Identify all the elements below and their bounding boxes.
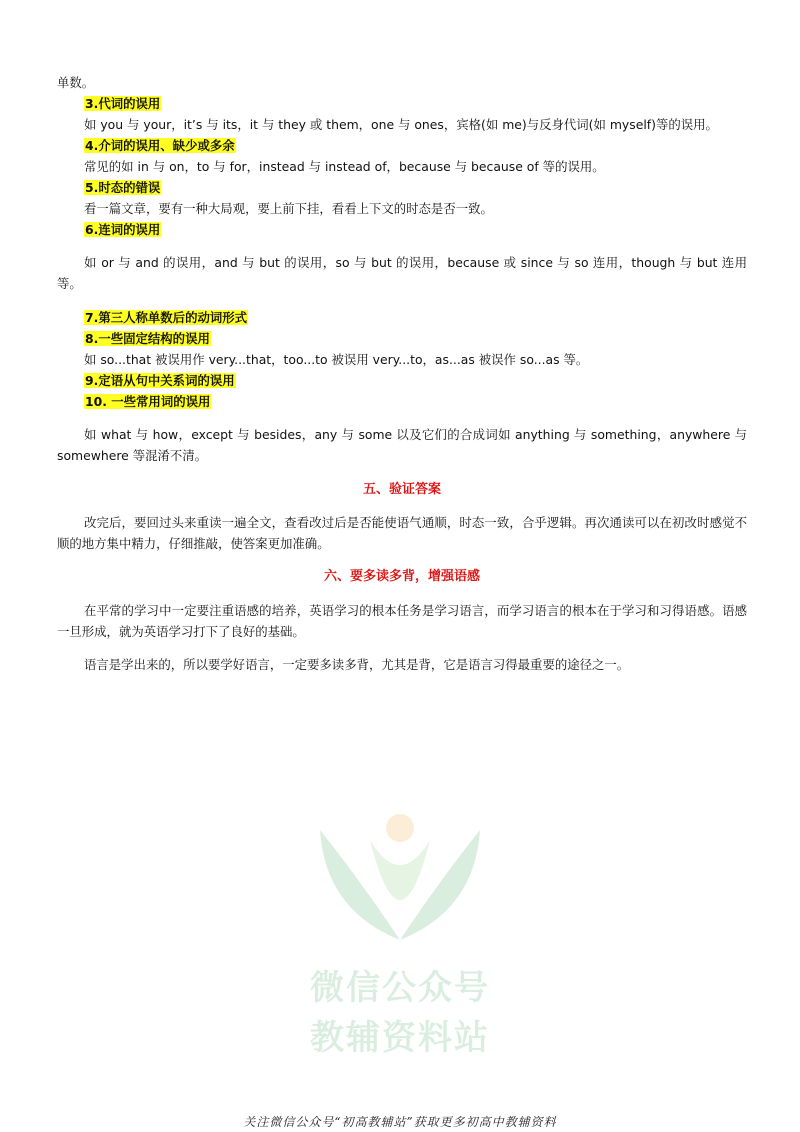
paragraph: 如 you 与 your，it’s 与 its，it 与 they 或 them，one 与 ones，宾格(如 me)与反身代词(如 myself)等的误用。	[84, 117, 718, 132]
subheading	[57, 307, 747, 328]
paragraph: 如 what 与 how，except 与 besides，any 与 some 以及它们的合成词如 anything 与 something，anywhere 与 somewhere 等混淆不清。	[57, 427, 747, 464]
section-title: 六、要多读多背，增强语感	[323, 569, 480, 585]
watermark-text: 微信公众号	[310, 968, 490, 1008]
page-footer: 关注微信公众号“初高教辅站”获取更多初高中教辅资料	[243, 1115, 557, 1129]
subheading	[57, 219, 747, 240]
highlighted-heading: 10. 一些常用词的误用	[85, 393, 211, 409]
subheading	[57, 177, 747, 198]
watermark-logo	[300, 810, 500, 1060]
paragraph: 改完后，要回过头来重读一遍全文，查看改过后是否能使语气通顺，时态一致，合乎逻辑。再次通读可以在初改时感觉不顺的地方集中精力，仔细推敲，使答案更加准确。	[57, 514, 747, 551]
highlighted-heading: 9.定语从句中关系词的误用	[85, 372, 235, 388]
paragraph: 在平常的学习中一定要注重语感的培养，英语学习的根本任务是学习语言，而学习语言的根本在于学习和习得语感。语感一旦形成，就为英语学习打下了良好的基础。	[57, 602, 747, 639]
subheading	[57, 328, 747, 349]
section-title: 五、验证答案	[362, 481, 441, 497]
highlighted-heading: 5.时态的错误	[85, 180, 161, 195]
paragraph: 如 so...that 被误用作 very...that，too...to 被误用 very...to，as...as 被误作 so...as 等。	[84, 351, 589, 367]
sprout-logo-icon	[300, 810, 500, 960]
highlighted-heading: 4.介词的误用、缺少或多余	[85, 138, 235, 153]
subheading	[57, 391, 747, 412]
highlighted-heading: 3.代词的误用	[85, 96, 161, 111]
paragraph: 常见的如 in 与 on，to 与 for，instead 与 instead of，because 与 because of 等的误用。	[84, 159, 605, 174]
watermark-text: 教辅资料站	[310, 1018, 490, 1058]
highlighted-heading: 6.连词的误用	[85, 222, 161, 237]
paragraph: 看一篇文章，要有一种大局观，要上前下挂，看看上下文的时态是否一致。	[84, 201, 493, 216]
subheading	[57, 370, 747, 391]
document-body	[57, 72, 747, 688]
highlighted-heading: 8.一些固定结构的误用	[85, 330, 210, 346]
subheading	[57, 93, 747, 114]
highlighted-heading: 7.第三人称单数后的动词形式	[85, 309, 248, 325]
text-line: 单数。	[57, 75, 95, 90]
subheading	[57, 135, 747, 156]
paragraph: 语言是学出来的，所以要学好语言，一定要多读多背，尤其是背，它是语言习得最重要的途径之一。	[84, 657, 630, 673]
paragraph: 如 or 与 and 的误用，and 与 but 的误用，so 与 but 的误用，because 或 since 与 so 连用，though 与 but 连用等。	[57, 255, 747, 292]
